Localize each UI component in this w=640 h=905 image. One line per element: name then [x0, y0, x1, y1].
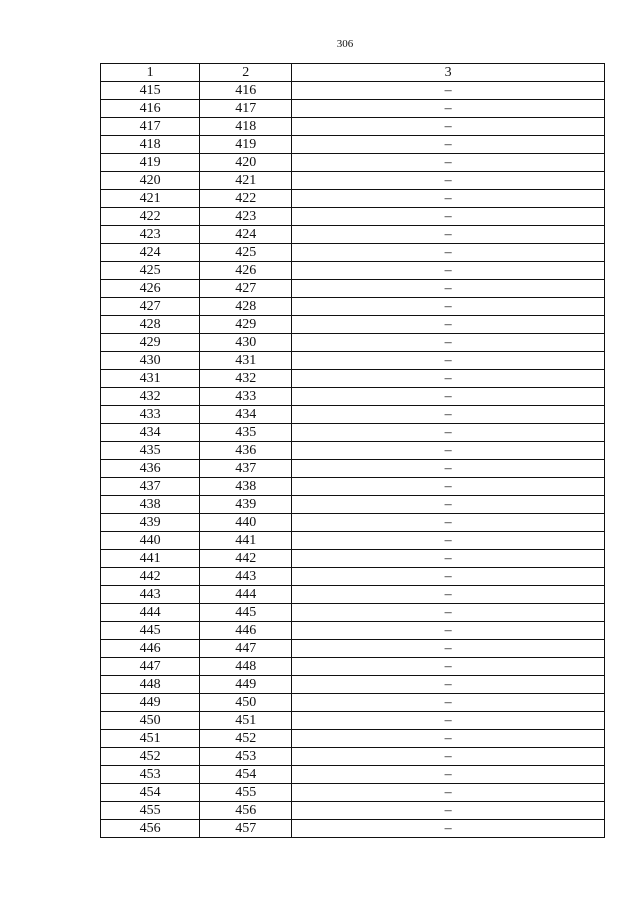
table-cell-col2: 423: [200, 208, 292, 226]
table-cell-col3: –: [292, 406, 605, 424]
table-cell-col1: 423: [101, 226, 200, 244]
table-row: [101, 442, 605, 460]
table-cell-col2: 419: [200, 136, 292, 154]
table-cell-col2: 456: [200, 802, 292, 820]
table-cell-col3: –: [292, 352, 605, 370]
table-cell-col3: –: [292, 766, 605, 784]
table-cell-col2: 447: [200, 640, 292, 658]
table-row: [101, 532, 605, 550]
table-body: [101, 82, 605, 838]
table-cell-col3: –: [292, 442, 605, 460]
table-cell-col1: 418: [101, 136, 200, 154]
table-cell-col1: 436: [101, 460, 200, 478]
table-row: [101, 640, 605, 658]
table-row: [101, 388, 605, 406]
table-row: [101, 550, 605, 568]
table-row: [101, 658, 605, 676]
table-row: [101, 262, 605, 280]
table-cell-col3: –: [292, 712, 605, 730]
table-cell-col2: 432: [200, 370, 292, 388]
table-cell-col3: –: [292, 280, 605, 298]
table-row: [101, 766, 605, 784]
table-cell-col3: –: [292, 514, 605, 532]
table-cell-col2: 424: [200, 226, 292, 244]
table-cell-col3: –: [292, 424, 605, 442]
table-cell-col1: 452: [101, 748, 200, 766]
table-cell-col1: 446: [101, 640, 200, 658]
page-number: 306: [336, 38, 354, 50]
table-cell-col2: 417: [200, 100, 292, 118]
table-cell-col2: 452: [200, 730, 292, 748]
table-cell-col1: 426: [101, 280, 200, 298]
table-cell-col3: –: [292, 208, 605, 226]
table-cell-col2: 443: [200, 568, 292, 586]
table-cell-col3: –: [292, 388, 605, 406]
table-cell-col2: 422: [200, 190, 292, 208]
table-cell-col1: 434: [101, 424, 200, 442]
table-row: [101, 712, 605, 730]
table-cell-col3: –: [292, 316, 605, 334]
table-row: [101, 622, 605, 640]
table-cell-col3: –: [292, 604, 605, 622]
table-cell-col3: –: [292, 568, 605, 586]
table-cell-col2: 416: [200, 82, 292, 100]
table-cell-col2: 442: [200, 550, 292, 568]
table-cell-col3: –: [292, 802, 605, 820]
table-cell-col2: 420: [200, 154, 292, 172]
table-cell-col3: –: [292, 586, 605, 604]
table-cell-col2: 445: [200, 604, 292, 622]
table-cell-col1: 454: [101, 784, 200, 802]
table-cell-col2: 437: [200, 460, 292, 478]
table-cell-col3: –: [292, 694, 605, 712]
table-cell-col1: 450: [101, 712, 200, 730]
table-cell-col1: 430: [101, 352, 200, 370]
table-cell-col1: 421: [101, 190, 200, 208]
table-cell-col3: –: [292, 226, 605, 244]
table-cell-col3: –: [292, 172, 605, 190]
table-cell-col1: 444: [101, 604, 200, 622]
table-cell-col3: –: [292, 820, 605, 838]
table-cell-col3: –: [292, 730, 605, 748]
table-row: [101, 460, 605, 478]
table-cell-col3: –: [292, 550, 605, 568]
table-cell-col1: 449: [101, 694, 200, 712]
table-cell-col1: 429: [101, 334, 200, 352]
table-cell-col1: 437: [101, 478, 200, 496]
table-cell-col1: 432: [101, 388, 200, 406]
table-cell-col1: 448: [101, 676, 200, 694]
table-cell-col2: 457: [200, 820, 292, 838]
table-row: [101, 802, 605, 820]
table-cell-col3: –: [292, 82, 605, 100]
table-cell-col1: 439: [101, 514, 200, 532]
table-cell-col2: 435: [200, 424, 292, 442]
table-cell-col1: 456: [101, 820, 200, 838]
table-cell-col1: 433: [101, 406, 200, 424]
table-row: [101, 784, 605, 802]
table-row: [101, 730, 605, 748]
table-cell-col3: –: [292, 658, 605, 676]
table-row: [101, 424, 605, 442]
table-cell-col1: 447: [101, 658, 200, 676]
table-cell-col1: 419: [101, 154, 200, 172]
table-row: [101, 478, 605, 496]
table-row: [101, 748, 605, 766]
table-cell-col1: 420: [101, 172, 200, 190]
table-cell-col1: 416: [101, 100, 200, 118]
table-cell-col3: –: [292, 676, 605, 694]
table-cell-col3: –: [292, 244, 605, 262]
table-cell-col2: 439: [200, 496, 292, 514]
table-cell-col2: 430: [200, 334, 292, 352]
table-cell-col1: 445: [101, 622, 200, 640]
table-row: [101, 496, 605, 514]
table-cell-col2: 449: [200, 676, 292, 694]
table-row: [101, 280, 605, 298]
table-cell-col2: 440: [200, 514, 292, 532]
table-cell-col2: 436: [200, 442, 292, 460]
table-row: [101, 226, 605, 244]
table-cell-col3: –: [292, 118, 605, 136]
table-row: [101, 334, 605, 352]
table-row: [101, 100, 605, 118]
table-row: [101, 694, 605, 712]
table-cell-col3: –: [292, 622, 605, 640]
table-cell-col2: 429: [200, 316, 292, 334]
column-header-1: 1: [101, 64, 200, 82]
table-row: [101, 82, 605, 100]
table-row: [101, 298, 605, 316]
table-row: [101, 316, 605, 334]
table-row: [101, 190, 605, 208]
table-cell-col1: 422: [101, 208, 200, 226]
column-header-3: 3: [292, 64, 605, 82]
table-cell-col1: 451: [101, 730, 200, 748]
table-cell-col3: –: [292, 370, 605, 388]
table-cell-col2: 441: [200, 532, 292, 550]
table-cell-col1: 428: [101, 316, 200, 334]
table-cell-col3: –: [292, 100, 605, 118]
table-cell-col3: –: [292, 190, 605, 208]
table-cell-col2: 451: [200, 712, 292, 730]
table-cell-col3: –: [292, 262, 605, 280]
table-cell-col1: 415: [101, 82, 200, 100]
table-cell-col3: –: [292, 478, 605, 496]
table-cell-col1: 431: [101, 370, 200, 388]
table-cell-col2: 453: [200, 748, 292, 766]
table-cell-col2: 427: [200, 280, 292, 298]
table-cell-col3: –: [292, 748, 605, 766]
table-row: [101, 154, 605, 172]
table-cell-col2: 444: [200, 586, 292, 604]
table-cell-col1: 453: [101, 766, 200, 784]
table-cell-col3: –: [292, 298, 605, 316]
table-cell-col2: 425: [200, 244, 292, 262]
table-row: [101, 568, 605, 586]
table-cell-col3: –: [292, 136, 605, 154]
table-row: [101, 208, 605, 226]
table-cell-col3: –: [292, 640, 605, 658]
table-cell-col1: 438: [101, 496, 200, 514]
table-row: [101, 820, 605, 838]
table-row: [101, 352, 605, 370]
table-cell-col3: –: [292, 532, 605, 550]
table-cell-col1: 443: [101, 586, 200, 604]
table-cell-col2: 431: [200, 352, 292, 370]
table-cell-col2: 454: [200, 766, 292, 784]
table-cell-col2: 426: [200, 262, 292, 280]
table-cell-col1: 417: [101, 118, 200, 136]
table-cell-col3: –: [292, 460, 605, 478]
table-cell-col1: 440: [101, 532, 200, 550]
table-cell-col1: 435: [101, 442, 200, 460]
table-cell-col1: 442: [101, 568, 200, 586]
table-row: [101, 136, 605, 154]
data-table: [100, 63, 605, 838]
table-cell-col1: 427: [101, 298, 200, 316]
table-cell-col1: 455: [101, 802, 200, 820]
table-header-row: [101, 64, 605, 82]
table-cell-col1: 425: [101, 262, 200, 280]
table-cell-col2: 428: [200, 298, 292, 316]
table-row: [101, 586, 605, 604]
table-row: [101, 604, 605, 622]
table-cell-col3: –: [292, 334, 605, 352]
table-cell-col2: 434: [200, 406, 292, 424]
table-row: [101, 676, 605, 694]
table-cell-col2: 446: [200, 622, 292, 640]
table-cell-col1: 424: [101, 244, 200, 262]
table-cell-col2: 421: [200, 172, 292, 190]
table-cell-col3: –: [292, 154, 605, 172]
table-row: [101, 406, 605, 424]
table-cell-col2: 433: [200, 388, 292, 406]
table-row: [101, 514, 605, 532]
table-cell-col2: 450: [200, 694, 292, 712]
table-cell-col2: 438: [200, 478, 292, 496]
column-header-2: 2: [200, 64, 292, 82]
table-cell-col2: 448: [200, 658, 292, 676]
table-cell-col1: 441: [101, 550, 200, 568]
table-row: [101, 172, 605, 190]
table-row: [101, 244, 605, 262]
table-row: [101, 370, 605, 388]
table-cell-col2: 455: [200, 784, 292, 802]
table-cell-col3: –: [292, 784, 605, 802]
table-cell-col2: 418: [200, 118, 292, 136]
table-cell-col3: –: [292, 496, 605, 514]
table-row: [101, 118, 605, 136]
